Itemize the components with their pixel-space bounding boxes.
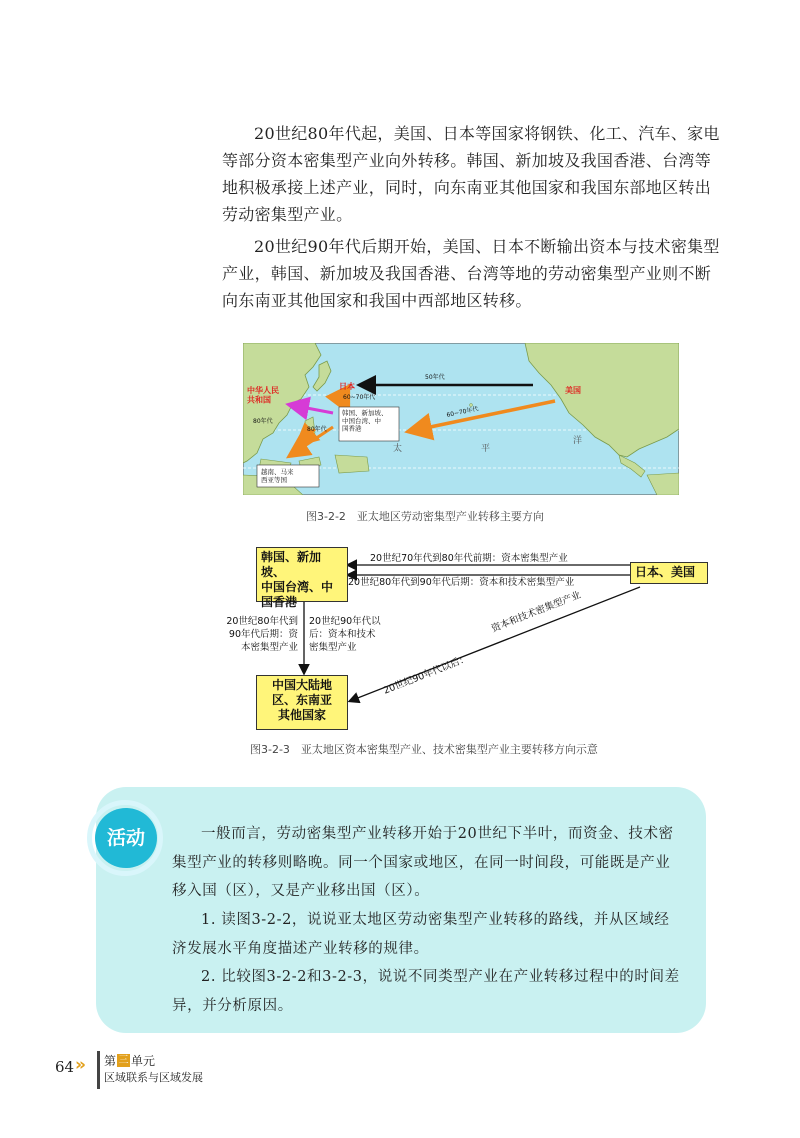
unit-suffix: 单元 — [131, 1054, 156, 1068]
activity-question-1: 1. 读图3-2-2，说说亚太地区劳动密集型产业转移的路线，并从区域经济发展水平角度描述产业转移的规律。 — [172, 912, 670, 957]
paragraph-1: 20世纪80年代起，美国、日本等国家将钢铁、化工、汽车、家电等部分资本密集型产业向外转移。韩国、新加坡及我国香港、台湾等地积极承接上述产业，同时，向东南亚其他国家和我国东部地区转出劳动密集型产业。 — [222, 124, 720, 224]
unit-title: 区域联系与区域发展 — [104, 1071, 203, 1084]
page-chevron-icon: » — [75, 1055, 86, 1075]
flow-caption: 图3-2-3 亚太地区资本密集型产业、技术密集型产业主要转移方向示意 — [250, 743, 598, 756]
label-ocean-1: 太 — [393, 444, 403, 454]
label-sea: 越南、马来西亚等国 — [261, 468, 294, 484]
asia-pacific-map — [243, 343, 679, 495]
label-top-1: 20世纪70年代到80年代前期：资本密集型产业 — [370, 553, 568, 564]
label-6070-a: 60~70年代 — [343, 394, 376, 401]
activity-badge: 活动 — [95, 808, 157, 868]
label-japan: 日本 — [339, 382, 355, 391]
label-diagonal-lower: 20世纪90年代以后： — [381, 653, 471, 697]
footer-divider — [97, 1051, 100, 1089]
label-50s: 50年代 — [425, 374, 445, 381]
page-number: 64 — [55, 1058, 75, 1076]
box-developed: 日本、美国 — [630, 562, 708, 584]
box-nics: 韩国、新加坡、 中国台湾、中 国香港 — [256, 547, 348, 602]
paragraph-2: 20世纪90年代后期开始，美国、日本不断输出资本与技术密集型产业，韩国、新加坡及我国香港、台湾等地的劳动密集型产业则不断向东南亚其他国家和我国中西部地区转移。 — [222, 237, 720, 310]
label-china: 中华人民共和国 — [247, 386, 279, 405]
label-ocean-2: 平 — [481, 444, 491, 454]
box-mainland: 中国大陆地 区、东南亚 其他国家 — [256, 675, 348, 730]
activity-intro: 一般而言，劳动密集型产业转移开始于20世纪下半叶，而资金、技术密集型产业的转移则略晚。同一个国家或地区，在同一时间段，可能既是产业移入国（区），又是产业移出国（区）。 — [172, 826, 674, 899]
label-diagonal-upper: 资本和技术密集型产业 — [489, 589, 583, 635]
label-80s-b: 80年代 — [307, 426, 327, 433]
label-top-2: 20世纪80年代到90年代后期：资本和技术密集型产业 — [348, 577, 575, 588]
map-caption: 图3-2-2 亚太地区劳动密集型产业转移主要方向 — [306, 510, 544, 523]
label-80s-a: 80年代 — [253, 418, 273, 425]
label-ocean-3: 洋 — [573, 436, 583, 446]
unit-prefix: 第 — [104, 1054, 117, 1068]
unit-number: 三 — [118, 1055, 129, 1066]
label-usa: 美国 — [565, 386, 581, 395]
label-right: 20世纪90年代以 后：资本和技术 密集型产业 — [309, 616, 381, 653]
activity-question-2: 2. 比较图3-2-2和3-2-3，说说不同类型产业在产业转移过程中的时间差异，并分析原因。 — [172, 969, 680, 1014]
label-6070-b: 60~70年代 — [445, 405, 480, 419]
industry-transfer-diagram — [226, 545, 716, 730]
label-nics: 韩国、新加坡、中国台湾、中国香港 — [342, 409, 388, 433]
label-left: 20世纪80年代到 90年代后期：资 本密集型产业 — [226, 616, 298, 653]
unit-label — [104, 1054, 155, 1068]
